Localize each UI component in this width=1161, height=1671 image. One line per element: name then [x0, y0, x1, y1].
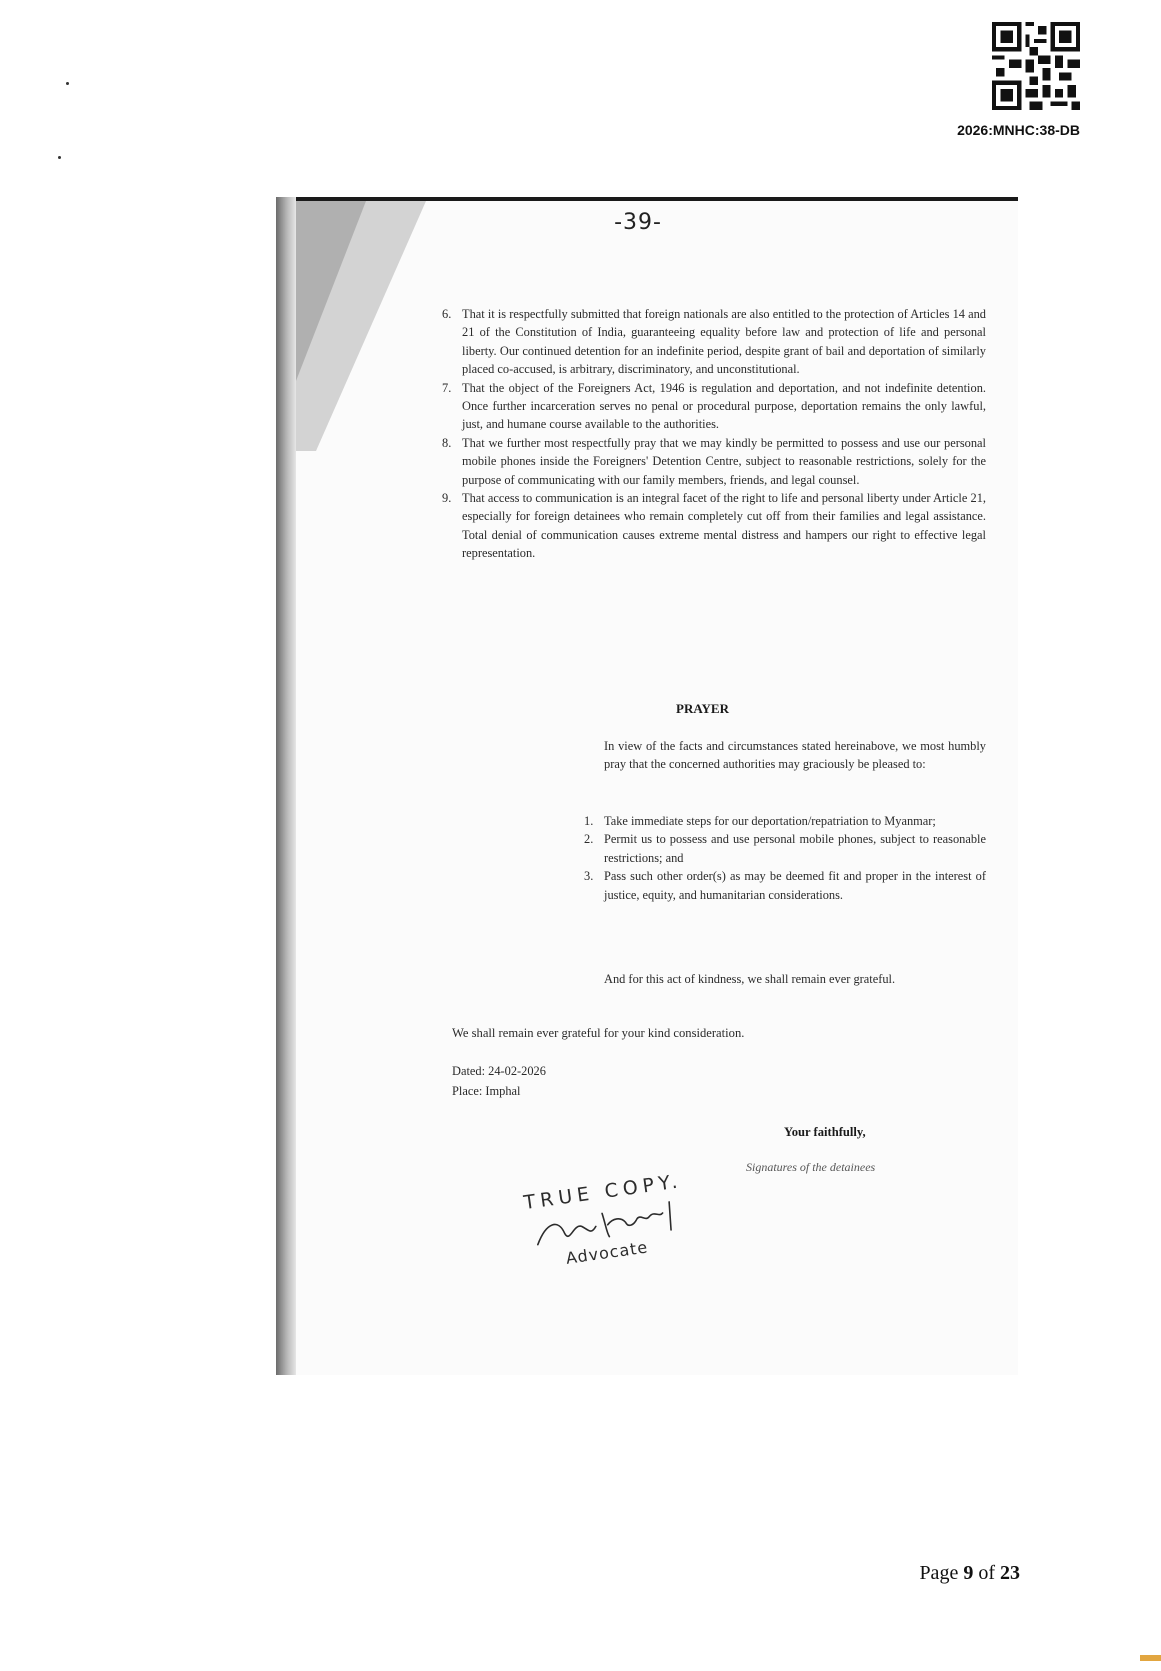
- paragraph: [442, 379, 986, 434]
- relief-number: 3.: [584, 869, 594, 884]
- relief-text: Take immediate steps for our deportation/repatriation to Myanmar;: [604, 814, 936, 828]
- case-number: 2026:MNHC:38-DB: [957, 122, 1080, 138]
- page-fold-shadow: [296, 201, 426, 451]
- paragraph: [442, 434, 986, 489]
- relief-item: [584, 830, 986, 867]
- prayer-closing: And for this act of kindness, we shall remain ever grateful.: [604, 972, 896, 986]
- paragraph-text: That it is respectfully submitted that foreign nationals are also entitled to the protection of Articles 14 and 21 of the Constitution of India, guaranteeing equality before law and protection of life and personal liberty. Our continued detention for an indefinite period, despite grant of bail and deportation of similarly placed co-accused, is arbitrary, discriminatory, and unconstitutional.: [462, 307, 986, 377]
- scan-speck: [66, 82, 69, 85]
- paragraph-number: 6.: [442, 307, 452, 321]
- place-line: Place: Imphal: [452, 1084, 521, 1098]
- paragraph-text: That we further most respectfully pray that we may kindly be permitted to possess and use our personal mobile phones inside the Foreigners' Detention Centre, subject to reasonable restrictions, solely for the purpose of communicating with our family members, friends, and legal counsel.: [462, 435, 986, 487]
- paragraph: [442, 489, 986, 563]
- scan-left-edge: [276, 197, 296, 1375]
- page-footer: [860, 1562, 1020, 1585]
- paragraph-text: That access to communication is an integral facet of the right to life and personal liberty under Article 21, especially for foreign detainees who remain completely cut off from their families and legal assistance. Total denial of communication causes extreme mental distress and hampers our right to effective legal representation.: [462, 491, 986, 561]
- paragraph: [442, 305, 986, 379]
- paragraph-list: [442, 305, 986, 563]
- paragraph-text: That the object of the Foreigners Act, 1946 is regulation and deportation, and not indefinite detention. Once further incarceration serves no penal or procedural purpose, deportation remains the only lawful, just, and humane course available to the authorities.: [462, 380, 986, 432]
- relief-number: 1.: [584, 814, 594, 828]
- footer-total-pages: 23: [1000, 1562, 1020, 1584]
- edge-marker: [1140, 1655, 1161, 1661]
- relief-item: [584, 867, 986, 904]
- relief-text: Pass such other order(s) as may be deemed fit and proper in the interest of justice, equity, and humanitarian considerations.: [604, 869, 986, 902]
- page-mark: -39-: [614, 210, 662, 235]
- footer-current-page: 9: [963, 1562, 974, 1584]
- relief-item: [584, 812, 986, 830]
- paragraph-number: 7.: [442, 380, 452, 395]
- paragraph-number: 9.: [442, 491, 452, 506]
- stamp-advocate: Advocate: [564, 1237, 650, 1268]
- relief-number: 2.: [584, 832, 594, 847]
- dated-line: Dated: 24-02-2026: [452, 1064, 546, 1078]
- signatures-label: Signatures of the detainees: [746, 1160, 876, 1174]
- prayer-intro: In view of the facts and circumstances stated hereinabove, we most humbly pray that the concerned authorities may graciously be pleased to:: [604, 739, 986, 772]
- valediction: Your faithfully,: [784, 1125, 866, 1139]
- footer-prefix: Page: [919, 1562, 964, 1584]
- scanned-page: [276, 197, 1018, 1375]
- true-copy-stamp: [510, 1165, 702, 1289]
- qr-code-icon: [992, 22, 1080, 110]
- footer-middle: of: [973, 1562, 1000, 1584]
- relief-text: Permit us to possess and use personal mobile phones, subject to reasonable restrictions; and: [604, 832, 986, 865]
- prayer-heading: PRAYER: [676, 701, 729, 716]
- scan-speck: [58, 156, 61, 159]
- consideration-line: We shall remain ever grateful for your kind consideration.: [452, 1026, 745, 1040]
- paragraph-number: 8.: [442, 435, 452, 450]
- relief-list: [584, 812, 986, 904]
- stamp-title: TRUE COPY.: [522, 1170, 684, 1215]
